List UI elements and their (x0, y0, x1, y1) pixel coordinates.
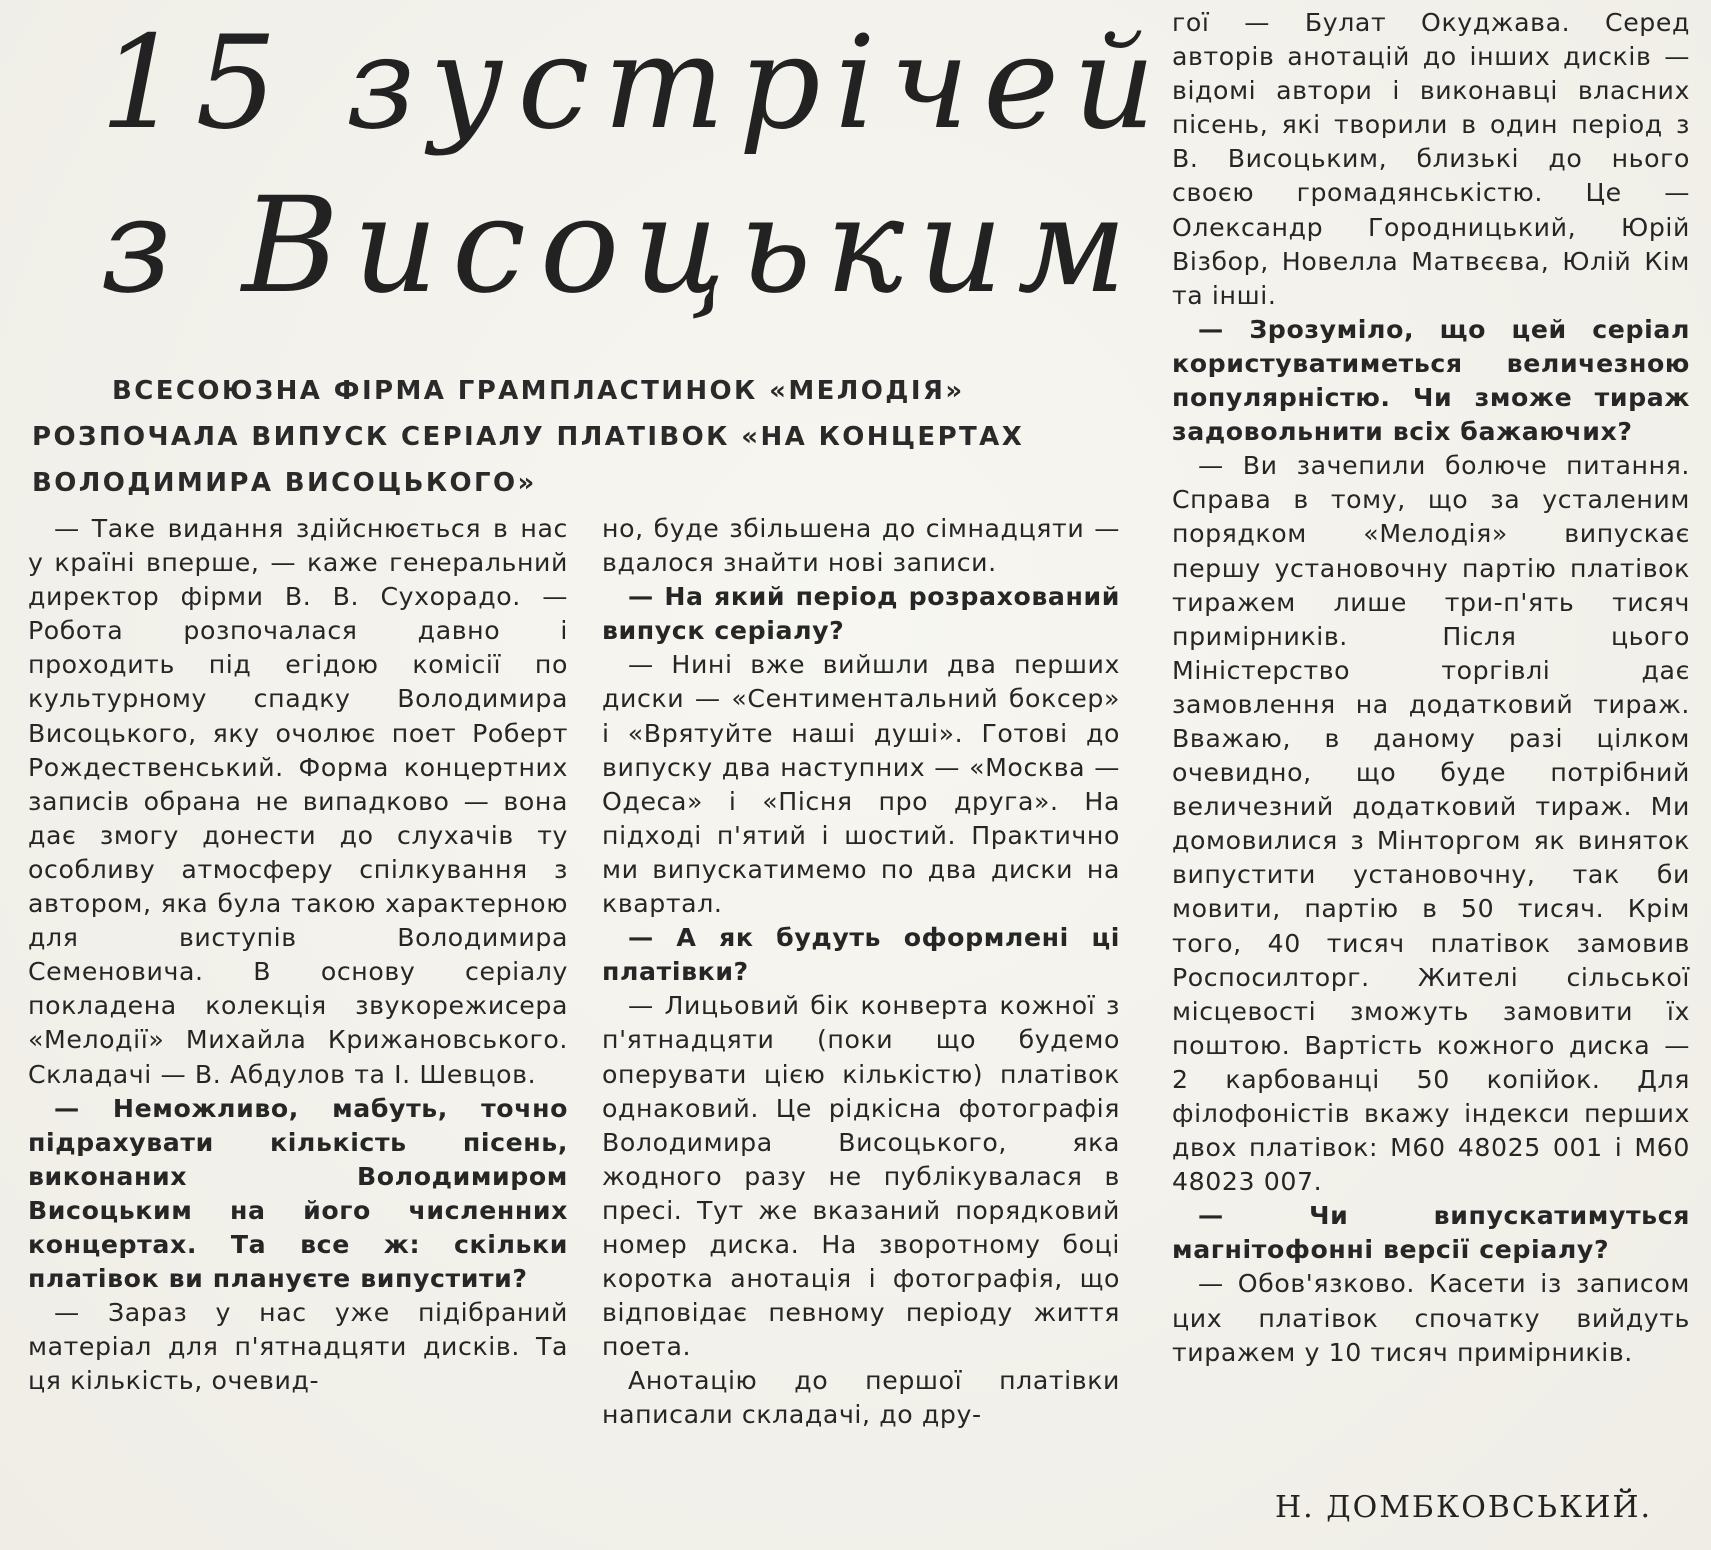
paragraph: — Лицьовий бік конверта кожної з п'ятнадцяти (поки що будемо оперувати цією кількістю) платівок однаковий. Це рідкісна фотографія Володимира Висоцького, яка жодного разу не публікувалася в пресі. Тут же вказаний порядковий номер диска. На зворотному боці коротка анотація і фотографія, що відповідає певному періоду життя поета. (602, 991, 1120, 1362)
paragraph: но, буде збільшена до сімнадцяти — вдалося знайти нові записи. (602, 514, 1120, 578)
subheadline (32, 368, 1062, 506)
interview-question: — Чи випускатимуться магнітофонні версії серіалу? (1172, 1201, 1690, 1265)
interview-question: — На який період розрахований випуск серіалу? (602, 582, 1120, 646)
headline-line-2: з Висоцьким (100, 169, 1141, 323)
subheadline-line-3: ВОЛОДИМИРА ВИСОЦЬКОГО» (32, 468, 537, 498)
paragraph: Анотацію до першої платівки написали складачі, до дру- (602, 1366, 1120, 1430)
subheadline-line-1: ВСЕСОЮЗНА ФІРМА ГРАМПЛАСТИНОК «МЕЛОДІЯ» (112, 376, 965, 406)
author-signature: Н. ДОМБКОВСЬКИЙ. (1275, 1490, 1653, 1525)
paragraph: — Зараз у нас уже підібраний матеріал для п'ятнадцяти дисків. Та ця кількість, очевид- (28, 1298, 568, 1396)
paragraph: — Нині вже вийшли два перших диски — «Сентиментальний боксер» і «Врятуйте наші душі». Готові до випуску два наступних — «Москва — Одеса» і «Пісня про друга». На підході п'ятий і шостий. Практично ми випускатимемо по два диски на квартал. (602, 650, 1120, 919)
paragraph: — Таке видання здійснюється в нас у країні вперше, — каже генеральний директор фірми В. В. Сухорадо. — Робота розпочалася давно і проходить під егідою комісії по культурному спадку Володимира Висоцького, яку очолює поет Роберт Рождественський. Форма концертних записів обрана не випадково — вона дає змогу донести до слухачів ту особливу атмосферу спілкування з автором, яка була такою характерною для виступів Володимира Семеновича. В основу серіалу покладена колекція звукорежисера «Мелодії» Михайла Крижановського. Складачі — В. Абдулов та І. Шевцов. (28, 514, 568, 1089)
paragraph: — Ви зачепили болюче питання. Справа в тому, що за усталеним порядком «Мелодія» випускає першу установочну партію платівок тиражем лише три-п'ять тисяч примірників. Після цього Міністерство торгівлі дає замовлення на додатковий тираж. Вважаю, в даному разі цілком очевидно, що буде потрібний величезний додатковий тираж. Ми домовилися з Мінторгом як виняток випустити установочну, так би мовити, партію в 50 тисяч. Крім того, 40 тисяч платівок замовив Роспосилторг. Жителі сільської місцевості зможуть замовити їх поштою. Вартість кожного диска — 2 карбованці 50 копійок. Для філофоністів вкажу індекси перших двох платівок: М60 48025 001 і М60 48023 007. (1172, 451, 1690, 1197)
headline (100, 9, 1170, 350)
interview-question: — Неможливо, мабуть, точно підрахувати кількість пісень, виконаних Володимиром Висоцьким на його численних концертах. Та все ж: скільки платівок ви плануєте випустити? (28, 1093, 568, 1294)
article-column-2 (602, 512, 1120, 1433)
interview-question: — Зрозуміло, що цей серіал користуватиметься величезною популярністю. Чи зможе тираж задовольнити всіх бажаючих? (1172, 314, 1690, 447)
interview-question: — А як будуть оформлені ці платівки? (602, 923, 1120, 987)
headline-line-1: 15 зустрічей (100, 9, 1170, 158)
article-column-1 (28, 512, 568, 1398)
subheadline-line-2: РОЗПОЧАЛА ВИПУСК СЕРІАЛУ ПЛАТІВОК «НА КОНЦЕРТАХ (32, 422, 1025, 452)
article-column-3 (1172, 6, 1690, 1370)
paragraph: гої — Булат Окуджава. Серед авторів анотацій до інших дисків — відомі автори і виконавці власних пісень, які творили в один період з В. Висоцьким, близькі до нього своєю громадянськістю. Це — Олександр Городницький, Юрій Візбор, Новелла Матвєєва, Юлій Кім та інші. (1172, 8, 1690, 310)
paragraph: — Обов'язково. Касети із записом цих платівок спочатку вийдуть тиражем у 10 тисяч примірників. (1172, 1269, 1690, 1367)
